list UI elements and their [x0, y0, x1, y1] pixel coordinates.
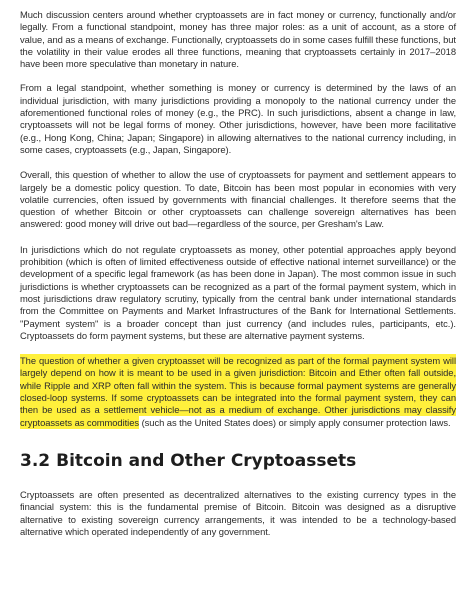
paragraph-highlighted [20, 355, 456, 429]
paragraph-domestic-policy: Overall, this question of whether to allow the use of cryptoassets for payment and settlement appears to largely be a domestic policy question. To date, Bitcoin has been most popular in economies with very volatile currencies, often issued by governments with financial challenges. It therefore seems that the question of whether Bitcoin or other cryptoassets can challenge sovereign alternatives has been answered: good money will drive out bad—regardless of the source, per Gresham's Law. [20, 169, 456, 230]
paragraph-decentralized-alternatives: Cryptoassets are often presented as decentralized alternatives to the existing currency types in the financial system: this is the fundamental premise of Bitcoin. Bitcoin was designed as a disruptive alternative to existing sovereign currency arrangements, it was intended to be a technology-based alternative which operated independently of any government. [20, 488, 456, 537]
section-number: 3.2 [20, 450, 51, 471]
section-heading [20, 450, 456, 472]
highlighted-text: The question of whether a given cryptoasset will be recognized as part of the formal payment system will largely depend on how it is meant to be used in a given jurisdiction: Bitcoin and Ether often fall outside, while Ripple and XRP often fall within the system. This is because formal payment systems are generally closed-loop systems. If some cryptoassets can be integrated into the formal payment system, they can then be used as a settlement vehicle—not as a medium of exchange. Other jurisdictions may classify cryptoassets as commodities [20, 355, 456, 428]
section-title: Bitcoin and Other Cryptoassets [56, 450, 357, 471]
unhighlighted-text: (such as the United States does) or simply apply consumer protection laws. [139, 416, 451, 428]
paragraph-payment-system: In jurisdictions which do not regulate cryptoassets as money, other potential approaches apply beyond prohibition (which is often of limited effectiveness outside of effective national internet surveillance) or the development of a specific legal framework (as has been done in Japan). The most common issue in such jurisdictions is whether cryptoassets can be recognized as a part of the formal payment system, which in most jurisdictions draw regulatory scrutiny, typically from the central bank under international standards from the Committee on Payments and Market Infrastructures of the Bank for International Settlements. "Payment system" is a broader concept than just currency (and includes rules, participants, etc.). Cryptoassets do form payment systems, but these are alternative payment systems. [20, 243, 456, 341]
document-page [20, 9, 456, 551]
paragraph-legal-standpoint: From a legal standpoint, whether something is money or currency is determined by the laws of an individual jurisdiction, with many jurisdictions providing a monopoly to the national currency under the aforementioned functional roles of money (e.g., the PRC). In such jurisdictions, absent a change in law, cryptoassets will not be legal forms of money. Other jurisdictions, however, have been more facilitative (e.g., Hong Kong, China; Japan; Singapore) in allowing alternatives to the national currency including, in some cases, cryptoassets (e.g., Japan, Singapore). [20, 82, 456, 155]
paragraph-money-or-currency: Much discussion centers around whether cryptoassets are in fact money or currency, functionally and/or legally. From a functional standpoint, money has three major roles: as a unit of account, as a store of value, and as a means of exchange. Functionally, cryptoassets do in some cases fulfill these functions, but the volatility in their value erodes all three functions, meaning that cryptoassets certainly in 2017–2018 have been more speculative than monetary in nature. [20, 9, 456, 70]
